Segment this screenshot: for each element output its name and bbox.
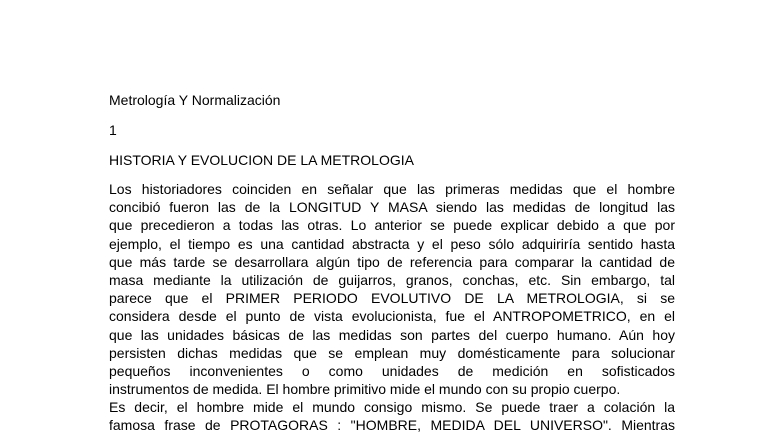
body-line: famosa frase de PROTAGORAS : "HOMBRE, MEDIDA DEL UNIVERSO". Mientras (109, 417, 675, 434)
body-line: Es decir, el hombre mide el mundo consigo mismo. Se puede traer a colación la (109, 399, 675, 416)
body-line: pequeños inconvenientes o como unidades de medición en sofisticados (109, 362, 675, 379)
body-line: Los historiadores coinciden en señalar que las primeras medidas que el hombre (109, 181, 675, 197)
body-line: que más tarde se desarrollara algún tipo de referencia para comparar la cantidad de (109, 253, 675, 270)
section-heading: HISTORIA Y EVOLUCION DE LA METROLOGIA (109, 152, 414, 168)
body-line: que precedieron a todas las otras. Lo anterior se puede explicar debido a que por (109, 217, 675, 234)
body-line: instrumentos de medida. El hombre primitivo mide el mundo con su propio cuerpo. (109, 381, 621, 398)
page-number: 1 (109, 122, 117, 138)
body-line: ejemplo, el tiempo es una cantidad abstracta y el peso sólo adquiriría sentido hasta (109, 235, 675, 252)
document-title: Metrología Y Normalización (109, 92, 281, 108)
body-line: que las unidades básicas de las medidas son partes del cuerpo humano. Aún hoy (109, 326, 675, 343)
body-line: considera desde el punto de vista evolucionista, fue el ANTROPOMETRICO, en el (109, 308, 675, 325)
body-line: masa mediante la utilización de guijarros, granos, conchas, etc. Sin embargo, tal (109, 271, 675, 288)
body-line: persisten dichas medidas que se emplean muy domésticamente para solucionar (109, 344, 675, 361)
body-line: concibió fueron las de la LONGITUD Y MASA siendo las medidas de longitud las (109, 199, 675, 216)
body-line: parece que el PRIMER PERIODO EVOLUTIVO DE LA METROLOGIA, si se (109, 290, 675, 307)
body-paragraph (109, 180, 675, 435)
